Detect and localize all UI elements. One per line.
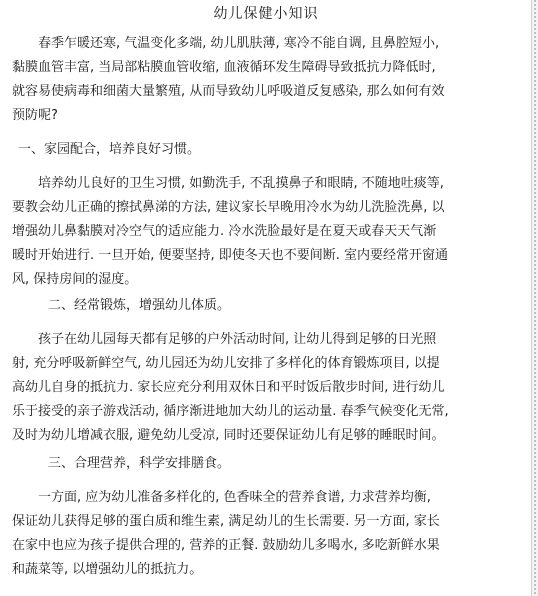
paragraph-line: 要教会幼儿正确的擦拭鼻涕的方法, 建议家长早晚用冷水为幼儿洗脸洗鼻, 以 xyxy=(12,200,445,215)
section-paragraph-3 xyxy=(12,486,524,582)
document-title: 幼儿保健小知识 xyxy=(213,6,319,22)
paragraph-line: 保证幼儿获得足够的蛋白质和维生素, 满足幼儿的生长需要. 另一方面, 家长 xyxy=(12,514,440,529)
section-heading-1: 一、家园配合，培养良好习惯。 xyxy=(18,142,201,157)
paragraph-line: 暖时开始进行. 一旦开始, 便要坚持, 即使冬天也不要间断. 室内要经常开窗通 xyxy=(12,248,449,263)
paragraph-line: 射, 充分呼吸新鲜空气, 幼儿园还为幼儿安排了多样化的体育锻炼项目, 以提 xyxy=(12,356,440,371)
section-paragraph-2 xyxy=(12,328,524,448)
paragraph-line: 在家中也应为孩子提供合理的, 营养的正餐. 鼓励幼儿多喝水, 多吃新鲜水果 xyxy=(12,538,440,553)
paragraph-line: 增强幼儿鼻黏膜对冷空气的适应能力. 冷水洗脸最好是在夏天或春天天气渐 xyxy=(12,224,437,239)
paragraph-line: 春季乍暖还寒, 气温变化多端, 幼儿肌肤薄, 寒冷不能自调, 且鼻腔短小, xyxy=(12,36,440,51)
paragraph-line: 预防呢? xyxy=(12,108,58,123)
paragraph-line: 培养幼儿良好的卫生习惯, 如勤洗手, 不乱摸鼻子和眼睛, 不随地吐痰等, xyxy=(12,176,444,191)
paragraph-line: 乐于接受的亲子游戏活动, 循序渐进地加大幼儿的运动量. 春季气候变化无常, xyxy=(12,404,449,419)
section-heading-3: 三、合理营养，科学安排膳食。 xyxy=(48,456,231,471)
paragraph-line: 风, 保持房间的湿度。 xyxy=(12,272,138,287)
paragraph-line: 一方面, 应为幼儿准备多样化的, 色香味全的营养食谱, 力求营养均衡, xyxy=(12,490,431,505)
paragraph-line: 和蔬菜等, 以增强幼儿的抵抗力。 xyxy=(12,562,203,577)
page-edge-dots xyxy=(534,0,536,596)
paragraph-line: 就容易使病毒和细菌大量繁殖, 从而导致幼儿呼吸道反复感染, 那么如何有效 xyxy=(12,84,445,99)
paragraph-line: 黏膜血管丰富, 当局部粘膜血管收缩, 血液循环发生障碍导致抵抗力降低时, xyxy=(12,60,436,75)
section-paragraph-1 xyxy=(12,172,524,292)
paragraph-line: 孩子在幼儿园每天都有足够的户外活动时间, 让幼儿得到足够的日光照 xyxy=(12,332,437,347)
paragraph-line: 高幼儿自身的抵抗力. 家长应充分利用双休日和平时饭后散步时间, 进行幼儿 xyxy=(12,380,445,395)
section-heading-2: 二、经常锻炼，增强幼儿体质。 xyxy=(48,298,231,313)
intro-paragraph xyxy=(12,32,524,128)
paragraph-line: 及时为幼儿增减衣服, 避免幼儿受凉, 同时还要保证幼儿有足够的睡眠时间。 xyxy=(12,428,445,443)
